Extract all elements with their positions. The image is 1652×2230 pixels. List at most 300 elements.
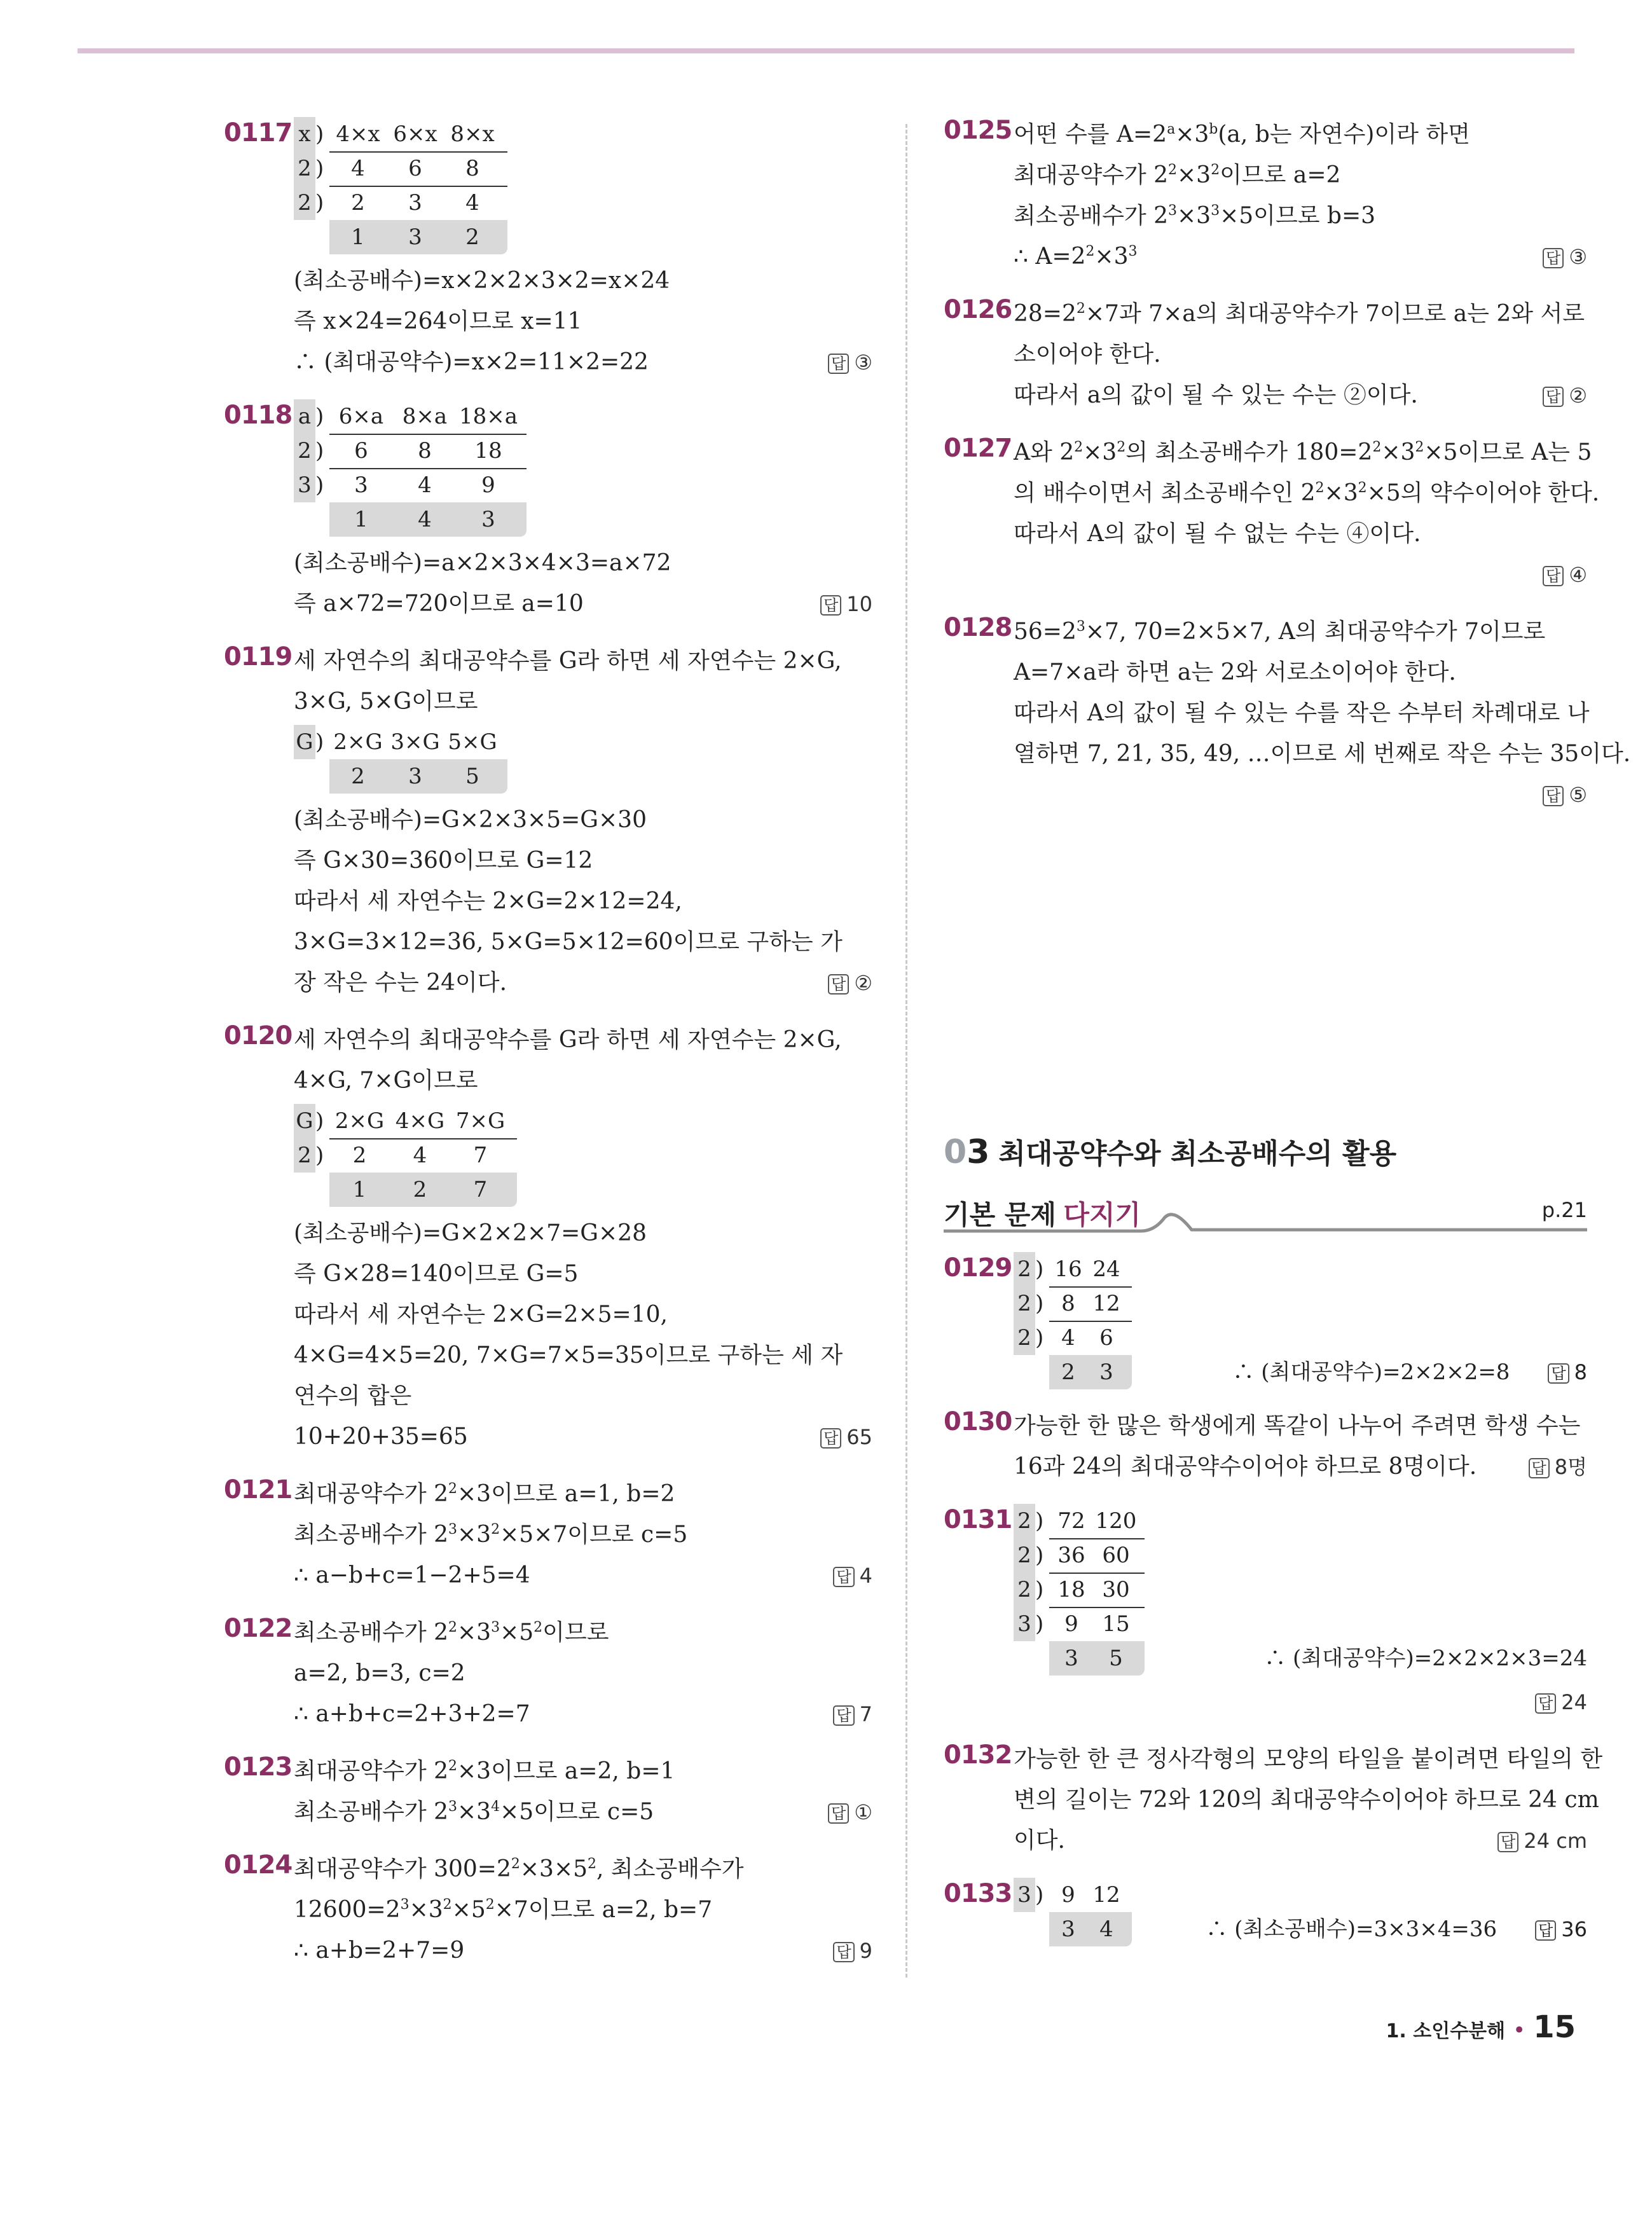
ladder-cell: 7 [473,1143,488,1168]
text: ×3 [1094,244,1129,270]
answer-value: 8명 [1554,1455,1587,1479]
ladder-bracket: ) [315,729,324,755]
problem-0133 [944,1878,1587,1946]
solution-line: 즉 x×24=264이므로 x=11 [294,308,582,334]
problem-number: 0131 [944,1505,1012,1534]
ladder-row [1014,1286,1587,1321]
answer-value: ② [854,971,872,995]
ladder-bracket: ) [1035,1291,1044,1316]
bullet-icon: • [1513,2018,1526,2043]
problem-number: 0124 [224,1850,293,1880]
text: ×3이므로 a=1, b=2 [457,1481,675,1507]
answer-value: 36 [1561,1917,1587,1941]
conclusion: 16과 24의 최대공약수이어야 하므로 8명이다. [1014,1454,1477,1480]
text: ×5이므로 b=3 [1220,203,1376,229]
text: ×7이므로 a=2, b=7 [494,1897,713,1923]
ladder-quotient-row [294,502,872,537]
exponent: 2 [511,1856,520,1872]
exponent: 3 [1211,203,1220,219]
section-heading [944,1131,1396,1171]
solution-line: 가능한 한 큰 정사각형의 모양의 타일을 붙이려면 타일의 한 [1014,1746,1603,1772]
ladder-cell: 12 [1092,1291,1120,1316]
answer [1535,1682,1587,1723]
exponent: 2 [443,1897,452,1913]
ladder-cells [329,1138,517,1174]
ladder-cell: 5×G [448,729,497,755]
ladder-divisor: 2 [294,186,315,220]
ladder-cell: 72 [1057,1508,1085,1534]
solution-line [1014,114,1587,155]
ladder-bracket: ) [1035,1611,1044,1637]
problem-0125 [944,114,1587,277]
ladder-divisor: 3 [294,468,315,502]
subsection-underline-icon [944,1194,1587,1234]
answer-value: ① [854,1800,872,1824]
ladder-bracket: ) [315,1108,324,1134]
ladder-cells [329,220,507,254]
problem-0130 [944,1406,1587,1487]
solution-line [1014,237,1587,277]
answer-value: 8 [1574,1360,1587,1384]
ladder-cell: 2 [351,190,365,216]
ladder-row [1014,1878,1587,1912]
ladder-bracket: ) [315,1143,324,1168]
solution-line: 4×G, 7×G이므로 [294,1068,478,1094]
ladder-cell: 6 [1099,1325,1113,1351]
ladder-cells [329,151,507,187]
solution-line: (최소공배수)=a×2×3×4×3=a×72 [294,550,671,576]
ladder-bracket: ) [1035,1325,1044,1351]
solution-line: (최소공배수)=G×2×2×7=G×28 [294,1220,647,1246]
ladder-cell: 4 [1061,1325,1075,1351]
ladder-cell: 1 [354,507,368,532]
conclusion: 따라서 a의 값이 될 수 있는 수는 ②이다. [1014,382,1418,408]
ladder-cells [329,725,507,761]
division-ladder [1014,1504,1587,1676]
answer-badge: 답 [820,1428,841,1449]
solution-line [1014,432,1592,473]
ladder-quotient-row [294,1173,872,1207]
ladder-cells [329,502,527,537]
answer-value: 24 cm [1524,1829,1587,1853]
solution-line [1014,612,1587,652]
ladder-cells [1049,1538,1145,1574]
exponent: 2 [1211,162,1220,178]
ladder-bracket: ) [315,404,324,429]
ladder-row [1014,1321,1587,1355]
solution-line [1014,375,1587,416]
ladder-cell: 18 [474,438,502,464]
ladder-cell: 8 [465,156,479,181]
ladder-cell: 8×x [450,121,495,147]
solution-line [1014,1682,1587,1723]
answer [1543,554,1587,595]
answer [833,1555,872,1596]
exponent: 2 [1117,439,1126,455]
text: 56=2 [1014,619,1077,645]
ladder-cell: 60 [1102,1543,1130,1568]
answer-value: ③ [1569,245,1587,269]
ladder-cell: 4 [465,190,479,216]
text: ×5 [500,1620,534,1646]
solution-line: 가능한 한 많은 학생에게 똑같이 나누어 주려면 학생 수는 [1014,1413,1581,1439]
problem-0121 [224,1474,872,1596]
ladder-cell: 2 [351,764,365,789]
ladder-row [294,434,872,468]
text: ×3 [1324,480,1358,506]
answer-badge: 답 [1548,1363,1569,1384]
ladder-row [1014,1252,1587,1286]
problem-number: 0133 [944,1879,1012,1908]
ladder-quotient-row [294,220,872,254]
ladder-divisor: x [294,117,315,151]
exponent: 2 [491,1522,500,1538]
problem-number: 0119 [224,642,293,671]
ladder-cells [1049,1573,1145,1608]
answer-badge: 답 [833,1705,854,1726]
ladder-cell: 3 [1061,1917,1075,1942]
ladder-cell: 2×G [334,1108,385,1134]
answer-value: 10 [846,592,872,616]
conclusion: ∴ (최대공약수)=2×2×2×3=24 [1264,1646,1587,1671]
ladder-row [1014,1573,1587,1607]
ladder-cell: 6×x [393,121,437,147]
solution-line [294,1474,872,1515]
text: 최소공배수가 2 [294,1522,449,1548]
text: ×3 [457,1799,492,1825]
exponent: 2 [533,1620,543,1635]
text: ×3이므로 a=2, b=1 [457,1758,675,1784]
answer-value: 4 [859,1564,872,1588]
answer [1535,1917,1587,1941]
solution-line [294,1555,872,1596]
page-number: 15 [1533,2009,1576,2045]
problem-0126 [944,294,1587,416]
text: 28=2 [1014,301,1077,327]
conclusion: ∴ a+b+c=2+3+2=7 [294,1701,530,1727]
ladder-divisor: 3 [1014,1878,1035,1912]
division-ladder [1014,1878,1587,1946]
text: 최대공약수가 2 [294,1758,449,1784]
solution-line: a=2, b=3, c=2 [294,1660,465,1686]
ladder-bracket: ) [1035,1508,1044,1534]
solution-line: 따라서 A의 값이 될 수 없는 수는 ④이다. [1014,521,1421,547]
exponent: 3 [1076,619,1085,635]
answer-value: ② [1569,383,1587,408]
top-rule [78,48,1574,53]
text: ×7과 7×a의 최대공약수가 7이므로 a는 2와 서로 [1085,301,1585,327]
chapter-label: 1. 소인수분해 [1386,2020,1506,2042]
section-number [944,1133,989,1171]
exponent: 4 [491,1799,500,1815]
ladder-cell: 3 [1064,1646,1078,1671]
ladder-row [294,186,872,220]
problem-number: 0123 [224,1752,293,1782]
conclusion: ∴ (최대공약수)=x×2=11×2=22 [294,349,649,375]
ladder-cells [329,399,527,435]
problem-number: 0120 [224,1021,293,1050]
ladder-divisor: 2 [1014,1573,1035,1607]
ladder-cell: 2 [465,224,479,250]
conclusion: 장 작은 수는 24이다. [294,970,507,996]
exponent: b [1209,121,1218,137]
ladder-row [294,151,872,186]
ladder-divisor: G [294,1104,315,1138]
ladder-row [294,1138,872,1173]
page-footer [1386,2009,1576,2045]
solution-line [294,1890,872,1931]
solution-line [1014,473,1600,514]
ladder-divisor: 2 [1014,1504,1035,1538]
text: (a, b는 자연수)이라 하면 [1218,121,1470,148]
exponent: 3 [1168,203,1178,219]
solution-line: 세 자연수의 최대공약수를 G라 하면 세 자연수는 2×G, [294,1027,842,1053]
problem-number: 0127 [944,434,1012,463]
exponent: 2 [448,1758,458,1774]
exponent: 3 [491,1620,500,1635]
division-ladder [294,117,872,254]
solution-line: A=7×a라 하면 a는 2와 서로소이어야 한다. [1014,659,1456,685]
ladder-cell: 2 [413,1177,427,1202]
left-column [224,114,872,1988]
ladder-cell: 15 [1102,1611,1130,1637]
answer [1497,1820,1587,1861]
text: ×5의 약수이어야 한다. [1366,480,1600,506]
solution-line [294,584,872,624]
text: 최소공배수가 2 [294,1799,449,1825]
problem-0127 [944,432,1600,595]
solution-line: 연수의 합은 [294,1383,412,1409]
ladder-cells [1049,1355,1132,1389]
answer-badge: 답 [1529,1458,1550,1478]
solution-line [1014,1820,1587,1861]
ladder-divisor: 2 [1014,1538,1035,1573]
conclusion: ∴ (최소공배수)=3×3×4=36 [1206,1917,1497,1942]
exponent: 2 [1372,439,1382,455]
answer [820,1417,872,1457]
ladder-cell: 5 [465,764,479,789]
ladder-cell: 6 [354,438,368,464]
section-number-digit: 3 [967,1133,990,1171]
ladder-divisor: 3 [1014,1607,1035,1641]
answer-value: ④ [1569,563,1587,587]
problem-0117 [224,117,872,383]
ladder-row [294,725,872,759]
ladder-cell: 5 [1109,1646,1123,1671]
ladder-cell: 3×G [390,729,440,755]
answer-badge: 답 [833,1942,854,1962]
answer-badge: 답 [820,595,841,616]
answer-badge: 답 [1543,786,1564,806]
answer-value: 7 [859,1702,872,1726]
ladder-row [1014,1538,1587,1573]
answer [1529,1447,1587,1487]
text: ×3×5 [520,1856,588,1882]
ladder-bracket: ) [315,472,324,498]
right-column [944,114,1631,832]
text: ×3 [1083,439,1117,465]
solution-line: 4×G=4×5=20, 7×G=7×5=35이므로 구하는 세 자 [294,1342,843,1368]
problem-0131 [944,1504,1587,1723]
solution-line: 열하면 7, 21, 35, 49, …이므로 세 번째로 작은 수는 35이다. [1014,741,1631,767]
answer-badge: 답 [1543,387,1564,407]
ladder-cell: 3 [408,764,422,789]
ladder-divisor: 2 [1014,1321,1035,1355]
ladder-row [294,1104,872,1138]
answer-badge: 답 [1535,1920,1556,1941]
ladder-row [1014,1607,1587,1641]
exponent: 2 [1076,301,1085,317]
text: 12600=2 [294,1897,401,1923]
ladder-bracket: ) [1035,1577,1044,1602]
solution-line [1014,1447,1587,1487]
solution-line [294,1792,872,1833]
answer [1543,375,1587,416]
ladder-bracket: ) [1035,1256,1044,1282]
ladder-cells [1049,1504,1145,1539]
ladder-bracket: ) [315,156,324,181]
solution-line [1014,554,1587,595]
ladder-cells [329,1173,517,1207]
ladder-cell: 12 [1092,1882,1120,1908]
ladder-cell: 9 [481,472,495,498]
exponent: 2 [1358,480,1367,496]
ladder-divisor: G [294,725,315,759]
ladder-cell: 3 [354,472,368,498]
ladder-cell: 36 [1057,1543,1085,1568]
ladder-conclusion [1232,1355,1587,1389]
ladder-cell: 3 [408,224,422,250]
problem-number: 0122 [224,1614,293,1643]
ladder-cell: 16 [1054,1256,1082,1282]
problem-0128 [944,612,1631,815]
text: ×3 [457,1522,492,1548]
answer-badge: 답 [828,1803,849,1824]
text: 어떤 수를 A=2 [1014,121,1167,148]
exponent: 2 [448,1481,458,1497]
ladder-quotient-row [294,759,872,794]
text: ∴ A=2 [1014,244,1086,270]
answer [1548,1360,1587,1384]
subsection-heading [944,1194,1587,1234]
ladder-cell: 120 [1095,1508,1137,1534]
text: ×3 [1177,203,1211,229]
text: ×5 [451,1897,486,1923]
ladder-divisor: 2 [1014,1252,1035,1286]
ladder-cell: 3 [408,190,422,216]
ladder-bracket: ) [315,438,324,464]
solution-line: 즉 G×28=140이므로 G=5 [294,1261,579,1287]
solution-line: (최소공배수)=G×2×3×5=G×30 [294,807,647,833]
ladder-cell: 18 [1057,1577,1085,1602]
problem-0123 [224,1751,872,1833]
ladder-cell: 8×a [402,404,448,429]
ladder-cells [329,759,507,794]
ladder-cell: 18×a [458,404,518,429]
problem-0120 [224,1020,872,1457]
ladder-divisor: 2 [294,151,315,186]
problem-number: 0132 [944,1740,1012,1770]
text: 이므로 a=2 [1220,162,1341,188]
problem-number: 0129 [944,1253,1012,1283]
ladder-cells [1049,1878,1132,1913]
ladder-bracket: ) [315,190,324,216]
solution-line [294,342,872,383]
solution-line: 즉 G×30=360이므로 G=12 [294,848,593,874]
solution-line [294,1694,872,1735]
ladder-cells [1049,1912,1132,1946]
answer [1543,237,1587,277]
problem-number: 0118 [224,401,293,430]
text: ×3 [457,1620,492,1646]
answer-badge: 답 [833,1567,854,1587]
answer [833,1694,872,1735]
solution-line: 세 자연수의 최대공약수를 G라 하면 세 자연수는 2×G, [294,648,842,674]
answer-badge: 답 [1543,248,1564,268]
solution-line [294,1417,872,1457]
ladder-cells [329,434,527,469]
ladder-divisor: a [294,399,315,434]
answer [828,1792,872,1833]
solution-line [294,1849,872,1890]
ladder-cell: 4×x [336,121,380,147]
exponent: 3 [448,1522,458,1538]
ladder-cell: 1 [351,224,365,250]
exponent: 2 [1415,439,1424,455]
problem-0129 [944,1252,1587,1389]
ladder-cells [329,186,507,221]
ladder-cell: 1 [352,1177,367,1202]
answer-badge: 답 [828,354,849,374]
ladder-conclusion [1264,1641,1587,1676]
text: , 최소공배수가 [596,1856,744,1882]
solution-line [294,1515,872,1555]
text: 최대공약수가 2 [1014,162,1169,188]
ladder-cells [329,468,527,504]
answer [828,963,872,1003]
ladder-cell: 6×a [338,404,384,429]
ladder-row [294,117,872,151]
answer-value: ③ [854,350,872,375]
exponent: 2 [1074,439,1084,455]
ladder-cell: 2×G [333,729,383,755]
right-column-lower [944,1249,1603,1963]
text: ×7, 70=2×5×7, A의 최대공약수가 7이므로 [1085,619,1546,645]
text: ×5이므로 A는 5 [1424,439,1592,465]
ladder-cell: 2 [352,1143,367,1168]
solution-line: 변의 길이는 72와 120의 최대공약수이어야 하므로 24 cm [1014,1787,1599,1813]
problem-number: 0117 [224,118,293,148]
problem-0119 [224,641,872,1003]
text: ×5이므로 c=5 [500,1799,654,1825]
answer-badge: 답 [828,974,849,995]
solution-line [1014,294,1587,334]
ladder-cell: 4 [418,507,432,532]
text: 최대공약수가 2 [294,1481,449,1507]
solution-line: (최소공배수)=x×2×2×3×2=x×24 [294,268,670,294]
ladder-cell: 4 [351,156,365,181]
answer-badge: 답 [1543,566,1564,586]
ladder-divisor: 2 [294,434,315,468]
solution-line: 소이어야 한다. [1014,341,1161,368]
ladder-cell: 7 [473,1177,488,1202]
ladder-cell: 9 [1061,1882,1075,1908]
solution-line [1014,196,1587,237]
division-ladder [294,1104,872,1207]
solution-line [294,963,872,1003]
ladder-cell: 3 [1099,1359,1113,1385]
solution-line: 3×G=3×12=36, 5×G=5×12=60이므로 구하는 가 [294,929,843,955]
